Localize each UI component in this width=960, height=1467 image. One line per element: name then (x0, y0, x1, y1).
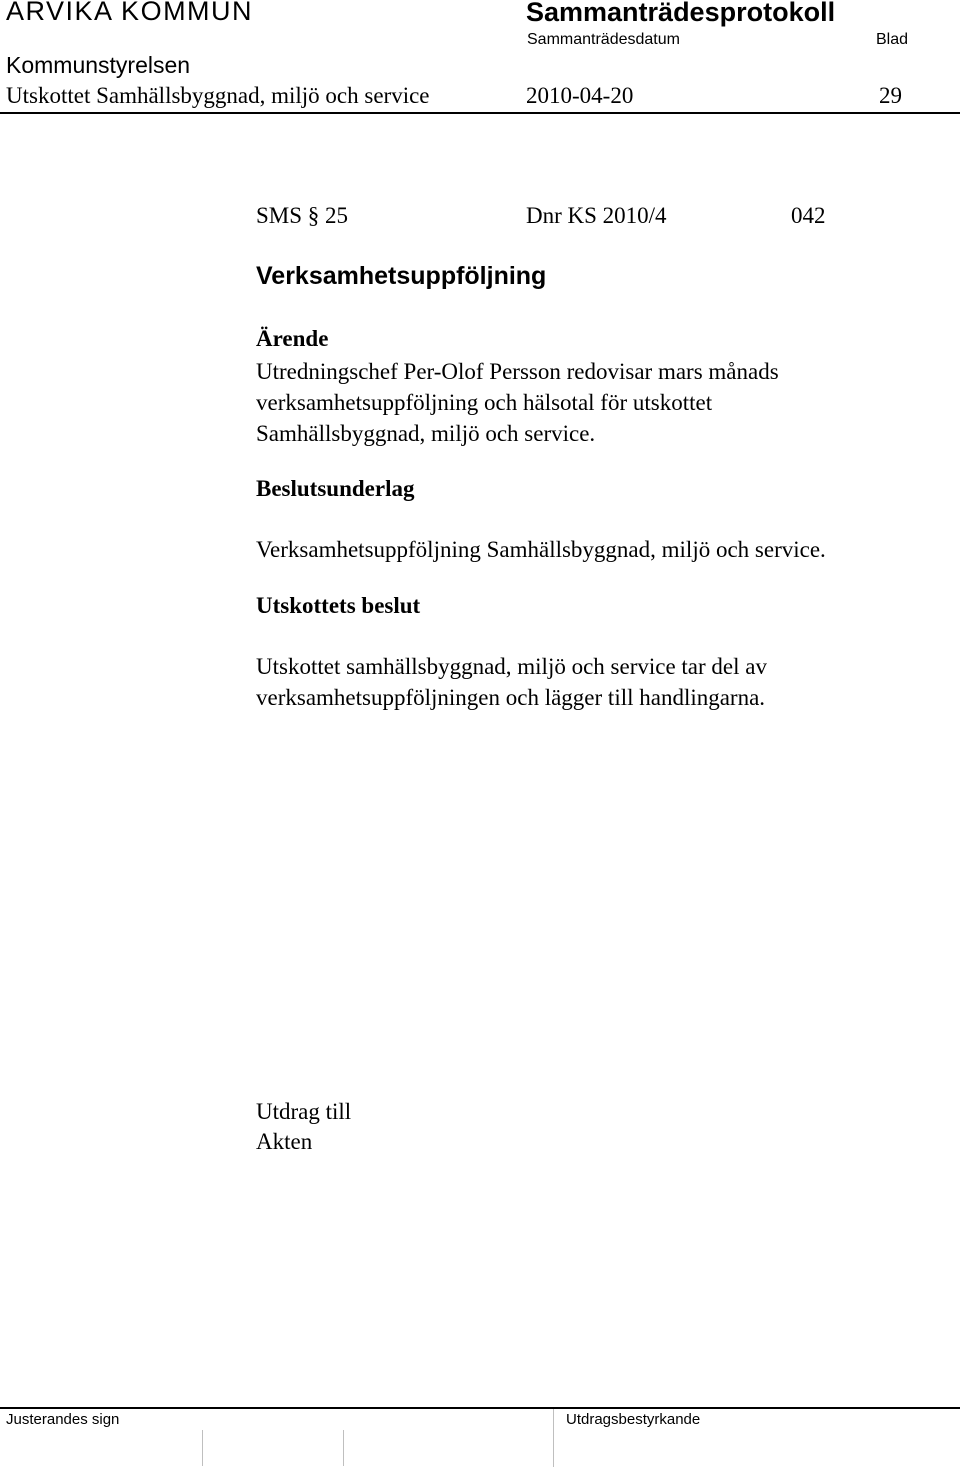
case-title: Verksamhetsuppföljning (256, 262, 547, 290)
municipality-logo-text: ARVIKA KOMMUN (6, 0, 254, 26)
document-type: Sammanträdesprotokoll (526, 0, 836, 27)
beslutsunderlag-heading: Beslutsunderlag (256, 476, 415, 501)
distribution-line: Akten (256, 1129, 313, 1154)
case-code: 042 (791, 203, 826, 228)
beslut-line: verksamhetsuppföljningen och lägger till handlingarna. (256, 685, 766, 710)
arende-paragraph (256, 356, 779, 449)
signature-field-separator (343, 1430, 344, 1466)
case-reference: SMS § 25 (256, 203, 349, 228)
beslut-line: Utskottet samhällsbyggnad, miljö och service tar del av (256, 654, 767, 679)
arende-line: Utredningschef Per-Olof Persson redovisar mars månads (256, 359, 779, 384)
meeting-date: 2010-04-20 (526, 83, 634, 108)
diary-number: Dnr KS 2010/4 (526, 203, 667, 228)
distribution-list (256, 1097, 351, 1157)
utdragsbestyrkande-label: Utdragsbestyrkande (566, 1411, 701, 1428)
footer-column-divider (553, 1409, 554, 1467)
beslut-paragraph (256, 651, 767, 713)
page-label: Blad (876, 31, 909, 48)
arende-line: Samhällsbyggnad, miljö och service. (256, 421, 596, 446)
page-number: 29 (879, 83, 902, 108)
committee-name: Utskottet Samhällsbyggnad, miljö och service (6, 83, 430, 108)
header-divider (0, 112, 960, 114)
justerandes-sign-label: Justerandes sign (6, 1411, 120, 1428)
arende-heading: Ärende (256, 326, 329, 351)
organization-name: Kommunstyrelsen (6, 52, 191, 78)
signature-field-separator (202, 1430, 203, 1466)
distribution-line: Utdrag till (256, 1099, 352, 1124)
footer-divider (0, 1407, 960, 1409)
beslut-heading: Utskottets beslut (256, 593, 421, 618)
beslutsunderlag-text: Verksamhetsuppföljning Samhällsbyggnad, miljö och service. (256, 537, 826, 562)
arende-line: verksamhetsuppföljning och hälsotal för utskottet (256, 390, 713, 415)
meeting-date-label: Sammanträdesdatum (527, 31, 680, 48)
